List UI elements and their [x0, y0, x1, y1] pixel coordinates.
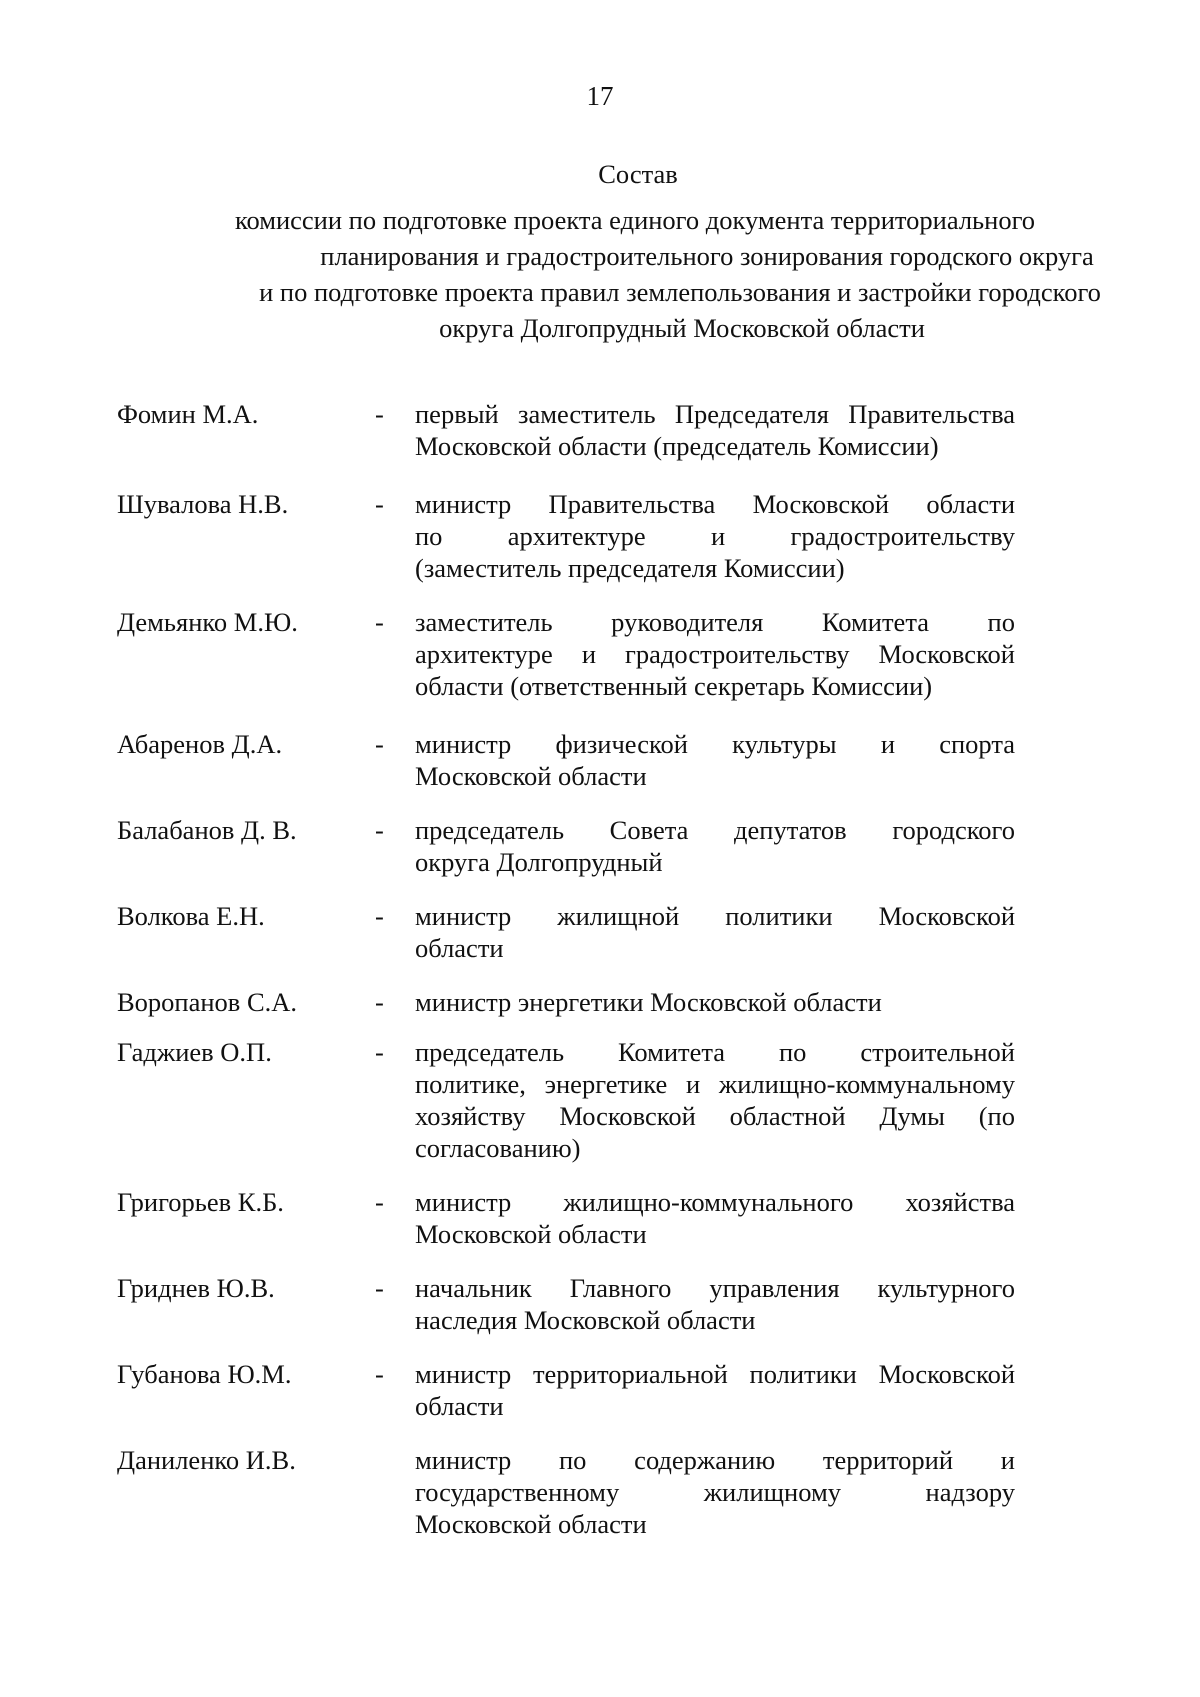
member-role-line: министр Правительства Московской области [415, 489, 1015, 519]
member-role-line: начальник Главного управления культурного [415, 1273, 1015, 1303]
member-role-line: хозяйству Московской областной Думы (по [415, 1101, 1015, 1131]
member-row [117, 1186, 1022, 1250]
member-role-line: министр жилищной политики Московской [415, 901, 1015, 931]
commission-member-list [117, 398, 1022, 1562]
member-role-line: председатель Комитета по строительной [415, 1037, 1015, 1067]
member-role-line: министр энергетики Московской области [415, 987, 882, 1017]
member-role-line: округа Долгопрудный [415, 847, 663, 877]
member-dash: - [375, 399, 384, 429]
member-role [415, 606, 1015, 702]
member-row [117, 606, 1022, 702]
member-role [415, 1272, 1015, 1336]
member-row [117, 1444, 1022, 1540]
member-dash: - [375, 729, 384, 759]
member-role [415, 1358, 1015, 1422]
member-role-line: министр физической культуры и спорта [415, 729, 1015, 759]
member-name: Григорьев К.Б. [117, 1187, 284, 1217]
member-role-line: Московской области [415, 761, 647, 791]
member-role [415, 986, 1015, 1018]
member-role [415, 728, 1015, 792]
member-role-line: председатель Совета депутатов городского [415, 815, 1015, 845]
member-role [415, 1036, 1015, 1164]
member-name: Балабанов Д. В. [117, 815, 297, 845]
page-number: 17 [586, 81, 614, 111]
member-role-line: области [415, 933, 504, 963]
member-dash: - [375, 607, 384, 637]
member-role-line: государственному жилищному надзору [415, 1477, 1015, 1507]
member-role [415, 900, 1015, 964]
member-role-line: заместитель руководителя Комитета по [415, 607, 1015, 637]
heading-line: округа Долгопрудный Московской области [439, 313, 925, 343]
member-role-line: области [415, 1391, 504, 1421]
member-name: Гаджиев О.П. [117, 1037, 272, 1067]
member-row [117, 488, 1022, 584]
member-role-line: министр территориальной политики Московской [415, 1359, 1015, 1389]
member-role-line: Московской области [415, 1219, 647, 1249]
member-role-line: Московской области (председатель Комиссии) [415, 431, 939, 461]
member-role [415, 398, 1015, 462]
member-name: Гриднев Ю.В. [117, 1273, 275, 1303]
member-role [415, 1444, 1015, 1540]
member-role [415, 488, 1015, 584]
member-role-line: министр по содержанию территорий и [415, 1445, 1015, 1475]
member-role-line: согласованию) [415, 1133, 581, 1163]
member-row [117, 1036, 1022, 1164]
member-name: Демьянко М.Ю. [117, 607, 298, 637]
member-name: Губанова Ю.М. [117, 1359, 292, 1389]
member-role [415, 814, 1015, 878]
member-role-line: политике, энергетике и жилищно-коммунальному [415, 1069, 1015, 1099]
heading-line: комиссии по подготовке проекта единого документа территориального [234, 205, 1036, 235]
member-role-line: (заместитель председателя Комиссии) [415, 553, 845, 583]
heading-line: и по подготовке проекта правил землепользования и застройки городского [259, 277, 1101, 307]
member-dash: - [375, 1273, 384, 1303]
member-dash: - [375, 901, 384, 931]
member-row [117, 728, 1022, 792]
member-row [117, 900, 1022, 964]
member-dash: - [375, 489, 384, 519]
member-role-line: наследия Московской области [415, 1305, 756, 1335]
member-role-line: Московской области [415, 1509, 647, 1539]
member-row [117, 986, 1022, 1018]
member-dash: - [375, 987, 384, 1017]
member-role [415, 1186, 1015, 1250]
member-dash: - [375, 1187, 384, 1217]
member-name: Даниленко И.В. [117, 1445, 296, 1475]
member-name: Волкова Е.Н. [117, 901, 265, 931]
member-role-line: по архитектуре и градостроительству [415, 521, 1015, 551]
member-row [117, 398, 1022, 462]
member-row [117, 1358, 1022, 1422]
member-name: Фомин М.А. [117, 399, 259, 429]
member-dash: - [375, 1037, 384, 1067]
member-dash: - [375, 815, 384, 845]
member-row [117, 814, 1022, 878]
member-name: Абаренов Д.А. [117, 729, 283, 759]
member-dash: - [375, 1359, 384, 1389]
member-role-line: первый заместитель Председателя Правительства [415, 399, 1015, 429]
heading-line: планирования и градостроительного зонирования городского округа [320, 241, 1094, 271]
member-role-line: министр жилищно-коммунального хозяйства [415, 1187, 1015, 1217]
member-name: Воропанов С.А. [117, 987, 298, 1017]
heading-title: Состав [598, 159, 678, 189]
member-row [117, 1272, 1022, 1336]
member-role-line: архитектуре и градостроительству Московской [415, 639, 1015, 669]
member-role-line: области (ответственный секретарь Комиссии) [415, 671, 933, 701]
member-name: Шувалова Н.В. [117, 489, 289, 519]
